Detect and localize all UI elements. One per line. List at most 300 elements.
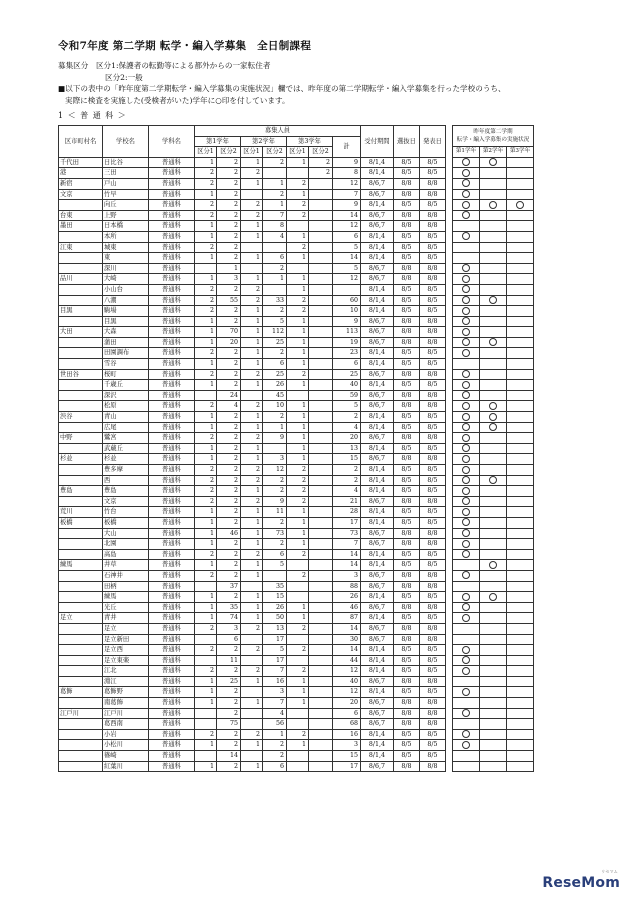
count-cell: 1 [287,401,309,412]
selection-date-cell: 8/8 [394,454,420,465]
count-cell: 2 [241,210,263,221]
prev-year1-cell [453,369,480,380]
course-cell: 普通科 [149,687,195,698]
count-cell [241,655,263,666]
count-cell: 1 [195,359,217,370]
count-cell [287,708,309,719]
count-cell: 1 [241,676,263,687]
prev-year1-cell [453,655,480,666]
prev-year1-cell [453,729,480,740]
prev-year2-cell [480,359,507,370]
count-cell: 2 [287,178,309,189]
announce-date-cell: 8/5 [420,348,446,359]
count-cell: 1 [287,412,309,423]
prev-year2-cell [480,645,507,656]
count-cell: 1 [241,454,263,465]
count-cell: 2 [263,475,287,486]
prev-year2-cell [480,613,507,624]
count-cell: 2 [195,729,217,740]
selection-date-cell: 8/8 [394,602,420,613]
count-cell: 2 [217,517,241,528]
table-row [59,666,534,677]
count-cell: 1 [195,517,217,528]
selection-date-cell: 8/5 [394,740,420,751]
circle-mark-icon [462,593,470,601]
announce-date-cell: 8/8 [420,528,446,539]
count-cell: 4 [263,708,287,719]
selection-date-cell: 8/8 [394,316,420,327]
table-row [59,517,534,528]
period-cell: 8/1,4 [361,592,394,603]
school-cell: 江北 [103,666,149,677]
count-cell [241,390,263,401]
count-cell [241,242,263,253]
total-cell: 12 [333,178,361,189]
prev-year3-cell [507,560,534,571]
school-cell: 駒場 [103,306,149,317]
count-cell: 2 [241,433,263,444]
prev-year2-cell [480,475,507,486]
count-cell: 1 [195,327,217,338]
ward-cell [59,231,103,242]
count-cell [309,507,333,518]
count-cell [309,231,333,242]
period-cell: 8/1,4 [361,306,394,317]
count-cell: 2 [195,178,217,189]
count-cell: 1 [195,602,217,613]
circle-mark-icon [462,709,470,717]
header-k1: 区分1 [241,147,263,158]
course-cell: 普通科 [149,528,195,539]
period-cell: 8/6,7 [361,539,394,550]
school-cell: 葛西南 [103,719,149,730]
ward-cell [59,751,103,762]
header-prev-year2: 第2学年 [480,147,507,158]
announce-date-cell: 8/5 [420,359,446,370]
count-cell [287,263,309,274]
note-explanation: ■以下の表中の「昨年度第二学期転学・編入学募集の実施状況」欄では、昨年度の第二学期転学・編入学募集を行った学校のうち、 [58,84,506,93]
prev-year2-cell [480,528,507,539]
ward-cell [59,634,103,645]
prev-year1-cell [453,157,480,168]
ward-cell: 文京 [59,189,103,200]
prev-year2-cell [480,465,507,476]
count-cell: 2 [287,210,309,221]
ward-cell [59,443,103,454]
total-cell: 8 [333,168,361,179]
count-cell: 13 [263,623,287,634]
course-cell: 普通科 [149,390,195,401]
selection-date-cell: 8/8 [394,401,420,412]
count-cell: 17 [263,634,287,645]
selection-date-cell: 8/8 [394,369,420,380]
course-cell: 普通科 [149,454,195,465]
ward-cell [59,295,103,306]
count-cell: 37 [217,581,241,592]
count-cell [309,539,333,550]
count-cell [309,676,333,687]
count-cell: 2 [263,539,287,550]
count-cell: 35 [217,602,241,613]
school-cell: 葛飾野 [103,687,149,698]
count-cell [309,570,333,581]
count-cell: 2 [217,443,241,454]
period-cell: 8/6,7 [361,570,394,581]
course-cell: 普通科 [149,761,195,772]
course-cell: 普通科 [149,560,195,571]
period-cell: 8/1,4 [361,284,394,295]
prev-year2-cell [480,380,507,391]
total-cell: 14 [333,645,361,656]
table-row [59,306,534,317]
ward-cell: 中野 [59,433,103,444]
circle-mark-icon [462,730,470,738]
table-row [59,168,534,179]
count-cell [309,645,333,656]
ward-cell: 荒川 [59,507,103,518]
count-cell [287,581,309,592]
circle-mark-icon [462,487,470,495]
total-cell: 19 [333,337,361,348]
table-row [59,676,534,687]
prev-year2-cell [480,676,507,687]
total-cell: 6 [333,708,361,719]
count-cell [309,751,333,762]
course-cell: 普通科 [149,570,195,581]
school-cell: 日比谷 [103,157,149,168]
resemom-logo [542,869,620,891]
course-cell: 普通科 [149,348,195,359]
circle-mark-icon [462,328,470,336]
prev-year2-cell [480,634,507,645]
period-cell: 8/6,7 [361,263,394,274]
selection-date-cell: 8/5 [394,348,420,359]
prev-year3-cell [507,486,534,497]
prev-year2-cell [480,698,507,709]
selection-date-cell: 8/5 [394,729,420,740]
course-cell: 普通科 [149,210,195,221]
total-cell: 60 [333,295,361,306]
count-cell: 1 [287,433,309,444]
ward-cell: 目黒 [59,306,103,317]
count-cell: 24 [217,390,241,401]
prev-year3-cell [507,475,534,486]
prev-year2-cell [480,592,507,603]
total-cell: 15 [333,454,361,465]
announce-date-cell: 8/8 [420,623,446,634]
period-cell: 8/6,7 [361,623,394,634]
count-cell: 2 [241,645,263,656]
announce-date-cell: 8/5 [420,295,446,306]
selection-date-cell: 8/8 [394,263,420,274]
count-cell: 2 [217,496,241,507]
announce-date-cell: 8/8 [420,401,446,412]
count-cell: 73 [263,528,287,539]
total-cell: 2 [333,465,361,476]
count-cell [241,708,263,719]
count-cell [309,412,333,423]
count-cell: 2 [217,433,241,444]
count-cell: 2 [217,178,241,189]
table-row [59,210,534,221]
prev-year3-cell [507,592,534,603]
count-cell [309,401,333,412]
circle-mark-icon [489,338,497,346]
count-cell: 75 [217,719,241,730]
prev-year3-cell [507,369,534,380]
course-cell: 普通科 [149,517,195,528]
school-cell: 練馬 [103,592,149,603]
header-year1: 第1学年 [195,136,241,147]
period-cell: 8/6,7 [361,496,394,507]
table-row [59,729,534,740]
circle-mark-icon [462,497,470,505]
count-cell: 1 [287,687,309,698]
count-cell: 2 [217,666,241,677]
prev-year1-cell [453,359,480,370]
prev-year1-cell [453,168,480,179]
count-cell [309,698,333,709]
prev-year2-cell [480,337,507,348]
table-row [59,475,534,486]
count-cell: 1 [241,539,263,550]
ward-cell: 葛飾 [59,687,103,698]
total-cell: 46 [333,602,361,613]
table-row [59,369,534,380]
count-cell: 12 [263,465,287,476]
announce-date-cell: 8/5 [420,592,446,603]
circle-mark-icon [462,264,470,272]
school-cell: 八潮 [103,295,149,306]
prev-year2-cell [480,443,507,454]
count-cell: 2 [217,412,241,423]
circle-mark-icon [462,179,470,187]
prev-year2-cell [480,348,507,359]
school-cell: 鷺宮 [103,433,149,444]
period-cell: 8/1,4 [361,486,394,497]
period-cell: 8/6,7 [361,178,394,189]
count-cell [309,687,333,698]
school-cell: 城東 [103,242,149,253]
total-cell: 3 [333,570,361,581]
period-cell: 8/6,7 [361,719,394,730]
course-cell: 普通科 [149,496,195,507]
count-cell: 2 [309,168,333,179]
ward-cell [59,676,103,687]
school-cell: 目黒 [103,316,149,327]
count-cell: 2 [241,549,263,560]
count-cell [309,284,333,295]
prev-year3-cell [507,751,534,762]
period-cell: 8/1,4 [361,253,394,264]
ward-cell [59,380,103,391]
school-cell: 杉並 [103,454,149,465]
circle-mark-icon [462,413,470,421]
count-cell: 1 [195,528,217,539]
count-cell: 1 [241,348,263,359]
count-cell: 2 [195,623,217,634]
period-cell: 8/1,4 [361,666,394,677]
selection-date-cell: 8/8 [394,390,420,401]
count-cell: 2 [217,231,241,242]
count-cell [309,253,333,264]
prev-year1-cell [453,253,480,264]
period-cell: 8/1,4 [361,380,394,391]
count-cell: 2 [287,465,309,476]
count-cell: 1 [195,274,217,285]
ward-cell [59,496,103,507]
course-cell: 普通科 [149,359,195,370]
period-cell: 8/6,7 [361,316,394,327]
total-cell: 9 [333,157,361,168]
count-cell: 2 [195,284,217,295]
count-cell: 1 [287,284,309,295]
announce-date-cell: 8/5 [420,168,446,179]
announce-date-cell: 8/5 [420,412,446,423]
total-cell: 23 [333,348,361,359]
period-cell: 8/6,7 [361,634,394,645]
circle-mark-icon [462,232,470,240]
course-cell: 普通科 [149,200,195,211]
period-cell: 8/6,7 [361,698,394,709]
count-cell [263,284,287,295]
count-cell: 2 [263,348,287,359]
total-cell: 9 [333,316,361,327]
count-cell: 2 [217,253,241,264]
selection-date-cell: 8/8 [394,221,420,232]
count-cell: 1 [241,486,263,497]
course-cell: 普通科 [149,231,195,242]
prev-year1-cell [453,390,480,401]
count-cell: 5 [263,316,287,327]
circle-mark-icon [462,317,470,325]
count-cell: 6 [217,634,241,645]
school-cell: 大崎 [103,274,149,285]
table-row [59,560,534,571]
course-cell: 普通科 [149,284,195,295]
total-cell: 3 [333,740,361,751]
count-cell [309,274,333,285]
count-cell: 2 [217,189,241,200]
ward-cell: 世田谷 [59,369,103,380]
count-cell: 1 [241,740,263,751]
total-cell: 28 [333,507,361,518]
period-cell: 8/6,7 [361,433,394,444]
count-cell [309,708,333,719]
period-cell: 8/1,4 [361,729,394,740]
circle-mark-icon [462,656,470,664]
selection-date-cell: 8/5 [394,560,420,571]
prev-year2-cell [480,666,507,677]
count-cell [287,655,309,666]
announce-date-cell: 8/8 [420,316,446,327]
school-cell: 武蔵丘 [103,443,149,454]
announce-date-cell: 8/5 [420,517,446,528]
total-cell [333,284,361,295]
ward-cell: 江戸川 [59,708,103,719]
period-cell: 8/1,4 [361,475,394,486]
prev-year2-cell [480,623,507,634]
count-cell [287,560,309,571]
ward-cell: 板橋 [59,517,103,528]
count-cell [309,390,333,401]
prev-year3-cell [507,231,534,242]
selection-date-cell: 8/8 [394,189,420,200]
prev-year2-cell [480,486,507,497]
period-cell: 8/6,7 [361,528,394,539]
announce-date-cell: 8/8 [420,337,446,348]
prev-year1-cell [453,401,480,412]
count-cell: 2 [195,570,217,581]
table-row [59,634,534,645]
count-cell: 2 [241,496,263,507]
ward-cell [59,390,103,401]
period-cell: 8/6,7 [361,581,394,592]
prev-year3-cell [507,168,534,179]
count-cell: 1 [287,613,309,624]
count-cell [309,422,333,433]
count-cell: 2 [195,348,217,359]
prev-year2-cell [480,284,507,295]
count-cell: 1 [195,761,217,772]
school-cell: 高島 [103,549,149,560]
announce-date-cell: 8/8 [420,189,446,200]
announce-date-cell: 8/8 [420,581,446,592]
course-cell: 普通科 [149,412,195,423]
school-cell: 紅葉川 [103,761,149,772]
count-cell: 2 [287,242,309,253]
prev-year2-cell [480,549,507,560]
school-cell: 足立新田 [103,634,149,645]
period-cell: 8/6,7 [361,189,394,200]
count-cell: 2 [263,517,287,528]
prev-year2-cell [480,210,507,221]
ward-cell [59,348,103,359]
count-cell: 1 [287,422,309,433]
count-cell [309,433,333,444]
ward-cell [59,528,103,539]
prev-year2-cell [480,454,507,465]
total-cell: 14 [333,253,361,264]
school-cell: 雪谷 [103,359,149,370]
count-cell: 6 [263,253,287,264]
ward-cell [59,465,103,476]
count-cell: 2 [287,729,309,740]
total-cell: 44 [333,655,361,666]
prev-year1-cell [453,708,480,719]
count-cell: 2 [217,454,241,465]
count-cell: 2 [217,284,241,295]
selection-date-cell: 8/8 [394,210,420,221]
count-cell: 1 [241,592,263,603]
circle-mark-icon [489,413,497,421]
school-cell: 向丘 [103,200,149,211]
count-cell: 2 [263,157,287,168]
announce-date-cell: 8/8 [420,221,446,232]
total-cell: 5 [333,401,361,412]
circle-mark-icon [462,518,470,526]
count-cell [309,517,333,528]
course-cell: 普通科 [149,729,195,740]
announce-date-cell: 8/5 [420,687,446,698]
ward-cell [59,592,103,603]
circle-mark-icon [462,466,470,474]
ward-cell [59,719,103,730]
announce-date-cell: 8/5 [420,242,446,253]
prev-year3-cell [507,178,534,189]
school-cell: 大山 [103,528,149,539]
total-cell: 20 [333,698,361,709]
